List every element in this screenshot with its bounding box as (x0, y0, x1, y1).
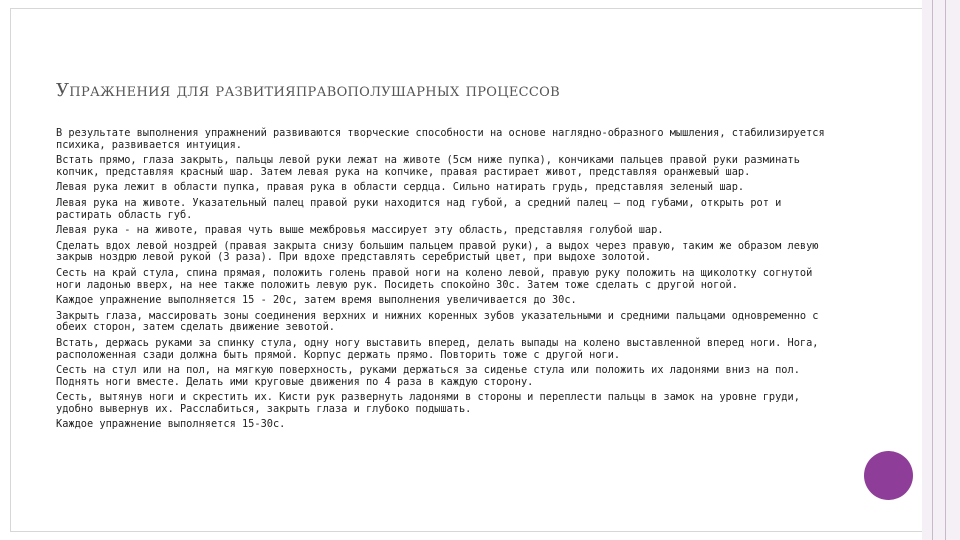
slide-body (56, 128, 828, 435)
decorative-circle (864, 451, 913, 500)
body-paragraph: Встать прямо, глаза закрыть, пальцы левой руки лежат на животе (5см ниже пупка), кончиками пальцев правой руки разминать копчик, представляя красный шар. Затем левая рука на копчике, правая растирает живот, представляя оранжевый шар. (56, 154, 800, 178)
body-paragraph: Сесть, вытянув ноги и скрестить их. Кисти рук развернуть ладонями в стороны и переплести пальцы в замок на уровне груди, удобно вывернув их. Расслабиться, закрыть глаза и глубоко подышать. (56, 391, 800, 415)
body-paragraph: Левая рука лежит в области пупка, правая рука в области сердца. Сильно натирать грудь, представляя зеленый шар. (56, 181, 745, 194)
body-paragraph: В результате выполнения упражнений развиваются творческие способности на основе наглядно-образного мышления, стабилизируется психика, развивается интуиция. (56, 127, 825, 151)
body-paragraph: Сесть на стул или на пол, на мягкую поверхность, руками держаться за сиденье стула или положить их ладонями вниз на пол. Поднять ноги вместе. Делать ими круговые движения по 4 раза в каждую сторону. (56, 364, 800, 388)
right-decorative-band (922, 0, 960, 540)
body-paragraph: Левая рука на животе. Указательный палец правой руки находится над губой, а средний палец – под губами, открыть рот и растирать область губ. (56, 196, 782, 221)
right-decorative-line (932, 0, 933, 540)
body-paragraph: Каждое упражнение выполняется 15 - 20с, затем время выполнения увеличивается до 30с. (56, 294, 577, 307)
slide-title (56, 80, 896, 101)
body-paragraph: Закрыть глаза, массировать зоны соединения верхних и нижних коренных зубов указательными и средними пальцами одновременно с обеих сторон, затем сделать движение зевотой. (56, 309, 819, 334)
slide-title-text: Упражнения для развитияправополушарных процессов (56, 80, 560, 101)
body-paragraph: Сделать вдох левой ноздрей (правая закрыта снизу большим пальцем правой руки), а выдох через правую, таким же образом левую закрыв ноздрю левой рукой (3 раза). При вдохе представлять серебристый цвет, при выдохе золотой. (56, 239, 819, 264)
body-paragraph: Сесть на край стула, спина прямая, положить голень правой ноги на колено левой, правую руку положить на щиколотку согнутой ноги ладонью вверх, на нее также положить левую рук. Посидеть спокойно 30с. Затем тоже сделать с другой ногой. (56, 266, 813, 291)
body-paragraph: Встать, держась руками за спинку стула, одну ногу выставить вперед, делать выпады на колено выставленной вперед ноги. Нога, расположенная сзади должна быть прямой. Корпус держать прямо. Повторить тоже с другой ноги. (56, 336, 819, 361)
right-decorative-line (945, 0, 946, 540)
body-paragraph: Левая рука - на животе, правая чуть выше межбровья массирует эту область, представляя голубой шар. (56, 224, 664, 237)
body-paragraph: Каждое упражнение выполняется 15-30с. (56, 418, 286, 431)
